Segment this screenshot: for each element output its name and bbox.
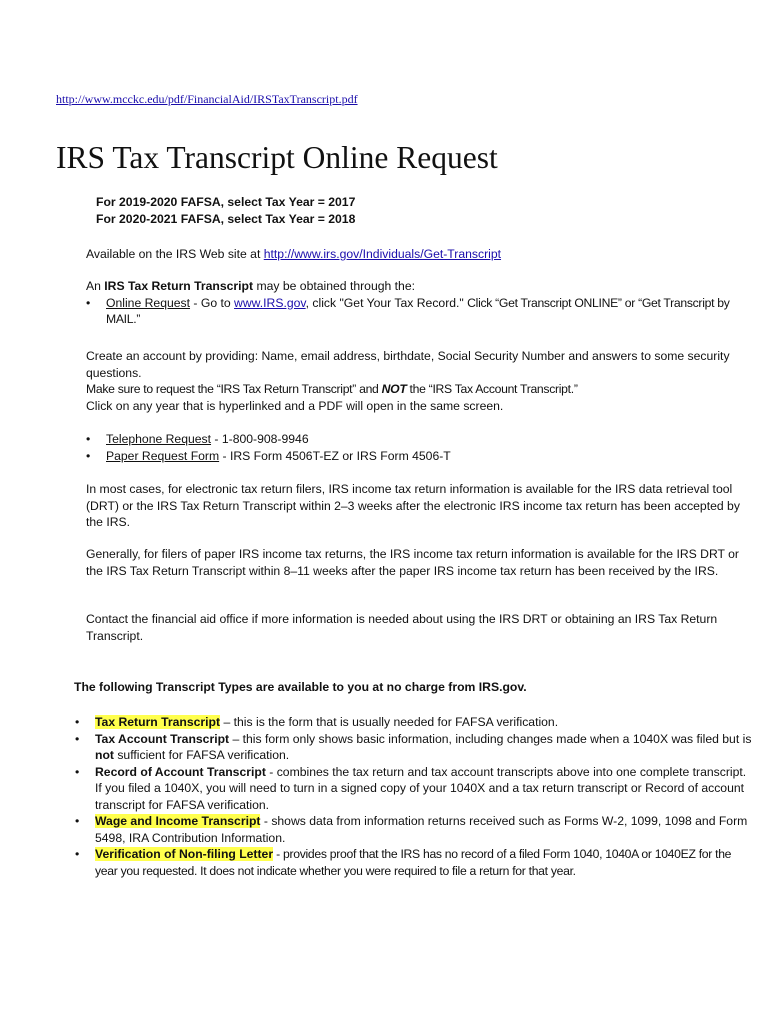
- transcript-type-name: Verification of Non-filing Letter: [95, 847, 274, 861]
- paragraph-contact: Contact the financial aid office if more information is needed about using the IRS DRT or obtaining an IRS Tax Return Transcript.: [86, 612, 718, 643]
- not-emphasis: NOT: [381, 382, 407, 396]
- page-title: IRS Tax Transcript Online Request: [56, 140, 498, 175]
- paragraph-paper: Generally, for filers of paper IRS income tax returns, the IRS income tax return information is available for the IRS DRT or the IRS Tax Return Transcript within 8–11 weeks after the paper IRS income tax return has been received by the IRS.: [86, 547, 739, 578]
- fafsa-year-notes: [96, 194, 756, 227]
- list-item: • Record of Account Transcript - combines the tax return and tax account transcripts above into one complete transcript. If you filed a 1040X, you will need to turn in a signed copy of your 1040X and a tax return transcript or Record of account transcript for FAFSA verification.: [75, 764, 747, 812]
- paragraph-electronic: In most cases, for electronic tax return filers, IRS income tax return information is available for the IRS data retrieval tool (DRT) or the IRS Tax Return Transcript within 2–3 weeks after the electronic IRS income tax return has been accepted by the IRS.: [86, 482, 740, 529]
- bullet-icon: •: [86, 295, 91, 310]
- list-item: • Online Request - Go to www.IRS.gov, click "Get Your Tax Record." Click “Get Transcript ONLINE” or “Get Transcript by MAIL.”: [86, 295, 730, 326]
- other-requests: [86, 431, 746, 464]
- list-item: • Paper Request Form - IRS Form 4506T-EZ or IRS Form 4506-T: [86, 448, 451, 463]
- obtain-section: [86, 278, 746, 328]
- transcript-type-name: Tax Account Transcript: [95, 731, 230, 746]
- telephone-request-label: Telephone Request: [106, 432, 212, 446]
- transcript-types-heading: The following Transcript Types are available to you at no charge from IRS.gov.: [74, 680, 527, 694]
- irs-transcript-link[interactable]: http://www.irs.gov/Individuals/Get-Transcript: [263, 247, 502, 261]
- list-item: • Wage and Income Transcript - shows data from information returns received such as Forms W-2, 1099, 1098 and Form 5498, IRA Contribution Information.: [75, 814, 748, 845]
- list-item: • Tax Return Transcript – this is the form that is usually needed for FAFSA verification.: [75, 715, 559, 729]
- fafsa-line: For 2020-2021 FAFSA, select Tax Year = 2018: [96, 211, 356, 226]
- bullet-icon: •: [75, 847, 80, 861]
- transcript-type-name: Record of Account Transcript: [95, 764, 266, 779]
- account-line: Make sure to request the “IRS Tax Return Transcript” and NOT the “IRS Tax Account Transcript.”: [86, 382, 578, 396]
- obtain-intro: An IRS Tax Return Transcript may be obtained through the:: [86, 279, 415, 293]
- online-request-list: [86, 295, 746, 328]
- list-item: • Telephone Request - 1-800-908-9946: [86, 432, 309, 446]
- online-request-label: Online Request: [106, 295, 191, 310]
- obtain-bold-term: IRS Tax Return Transcript: [104, 279, 254, 293]
- bullet-icon: •: [75, 814, 80, 828]
- paper-request-label: Paper Request Form: [106, 448, 220, 463]
- account-line: Create an account by providing: Name, email address, birthdate, Social Security Number and answers to some security questions.: [86, 349, 730, 380]
- list-item: • Verification of Non-filing Letter - provides proof that the IRS has no record of a filed Form 1040, 1040A or 1040EZ for the year you requested. It does not indicate whether you were required to file a return for that year.: [75, 847, 732, 878]
- account-line: Click on any year that is hyperlinked and a PDF will open in the same screen.: [86, 398, 504, 413]
- availability-line: [86, 246, 746, 263]
- fafsa-line: For 2019-2020 FAFSA, select Tax Year = 2017: [96, 195, 356, 209]
- list-item: • Tax Account Transcript – this form only shows basic information, including changes made when a 1040X was filed but is not sufficient for FAFSA verification.: [75, 731, 752, 762]
- availability-text: Available on the IRS Web site at: [86, 247, 264, 261]
- bullet-icon: •: [86, 448, 91, 463]
- bullet-icon: •: [86, 432, 91, 446]
- bullet-icon: •: [75, 715, 80, 729]
- transcript-types: [75, 714, 755, 879]
- account-instructions: [86, 348, 746, 414]
- source-url-link[interactable]: http://www.mcckc.edu/pdf/FinancialAid/IRSTaxTranscript.pdf: [56, 92, 358, 106]
- transcript-type-name: Tax Return Transcript: [95, 715, 221, 729]
- bullet-icon: •: [75, 731, 80, 746]
- irs-gov-link[interactable]: www.IRS.gov: [234, 295, 306, 310]
- transcript-type-name: Wage and Income Transcript: [95, 814, 261, 828]
- bullet-icon: •: [75, 764, 80, 779]
